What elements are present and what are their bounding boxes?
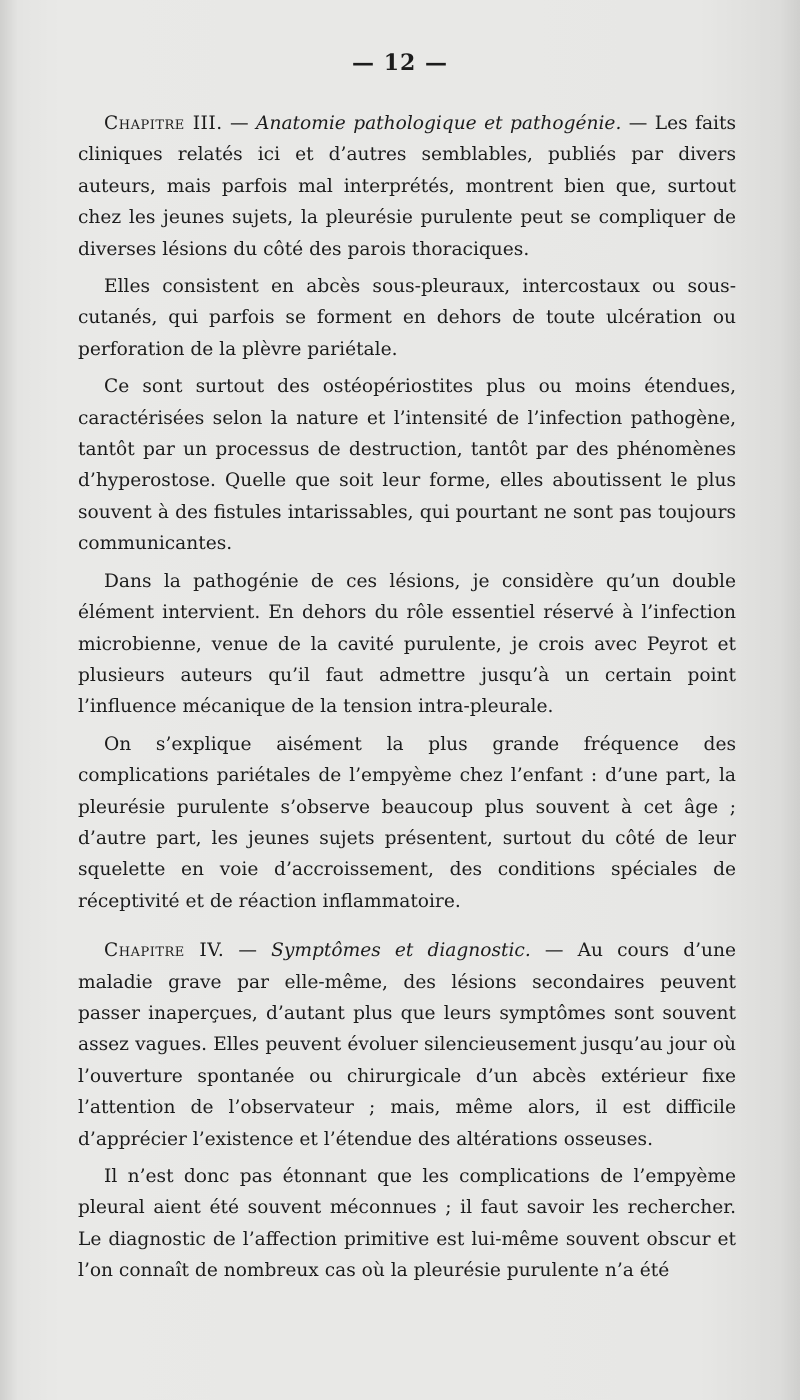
chapter-3-title: Anatomie pathologique et pathogénie.: [256, 113, 622, 134]
chapter-4-label: Chapitre IV.: [104, 940, 225, 962]
paragraph: Dans la pathogénie de ces lésions, je considère qu’un double élément intervient. En dehors du rôle essentiel réservé à l’infection microbienne, venue de la cavité purulente, je crois avec Peyrot et plusieurs auteurs qu’il faut admettre jusqu’à un certain point l’influence mécanique de la tension intra-pleurale.: [78, 570, 736, 718]
chapter-3-label: Chapitre III.: [104, 113, 223, 134]
chapter-4-opening: [78, 935, 736, 1155]
paragraph: Ce sont surtout des ostéopériostites plus ou moins étendues, caractérisées selon la nature et l’intensité de l’infection pathogène, tantôt par un processus de destruction, tantôt par des phénomènes d’hyperostose. Quelle que soit leur forme, elles aboutissent le plus souvent à des fistules intarissables, qui pourtant ne sont pas toujours communicantes.: [78, 376, 736, 555]
chapter-4-dash-2: —: [530, 940, 578, 962]
paragraph: Elles consistent en abcès sous-pleuraux, intercostaux ou sous-cutanés, qui parfois se forment en dehors de toute ulcération ou perforation de la plèvre pariétale.: [78, 276, 736, 360]
chapter-4-dash: —: [224, 940, 272, 962]
paragraph: On s’explique aisément la plus grande fréquence des complications pariétales de l’empyème chez l’enfant : d’une part, la pleurésie purulente s’observe beaucoup plus souvent à cet âge ; d’autre part, les jeunes sujets présentent, surtout du côté de leur squelette en voie d’accroissement, des conditions spéciales de réceptivité et de réaction inflammatoire.: [78, 733, 736, 912]
page-number: — 12 —: [352, 50, 448, 76]
chapter-3-dash-2: —: [621, 113, 655, 134]
body-text: [78, 108, 736, 1293]
chapter-3-opening: [78, 108, 736, 265]
chapter-3-text: Les faits cliniques relatés ici et d’autres semblables, publiés par divers auteurs, mais parfois mal interprétés, montrent bien que, surtout chez les jeunes sujets, la pleurésie purulente peut se compliquer de diverses lésions du côté des parois thoraciques.: [78, 113, 736, 260]
paragraph: Il n’est donc pas étonnant que les complications de l’empyème pleural aient été souvent méconnues ; il faut savoir les rechercher. Le diagnostic de l’affection primitive est lui-même souvent obscur et l’on connaît de nombreux cas où la pleurésie purulente n’a été: [78, 1166, 736, 1282]
chapter-3-dash: —: [222, 113, 257, 134]
chapter-4-text: Au cours d’une maladie grave par elle-même, des lésions secondaires peuvent passer inaperçues, d’autant plus que leurs symptômes sont souvent assez vagues. Elles peuvent évoluer silencieusement jusqu’au jour où l’ouverture spontanée ou chirurgicale d’un abcès extérieur fixe l’attention de l’observateur ; mais, même alors, il est difficile d’apprécier l’existence et l’étendue des altérations osseuses.: [78, 940, 736, 1150]
chapter-4-title: Symptômes et diagnostic.: [271, 940, 531, 962]
